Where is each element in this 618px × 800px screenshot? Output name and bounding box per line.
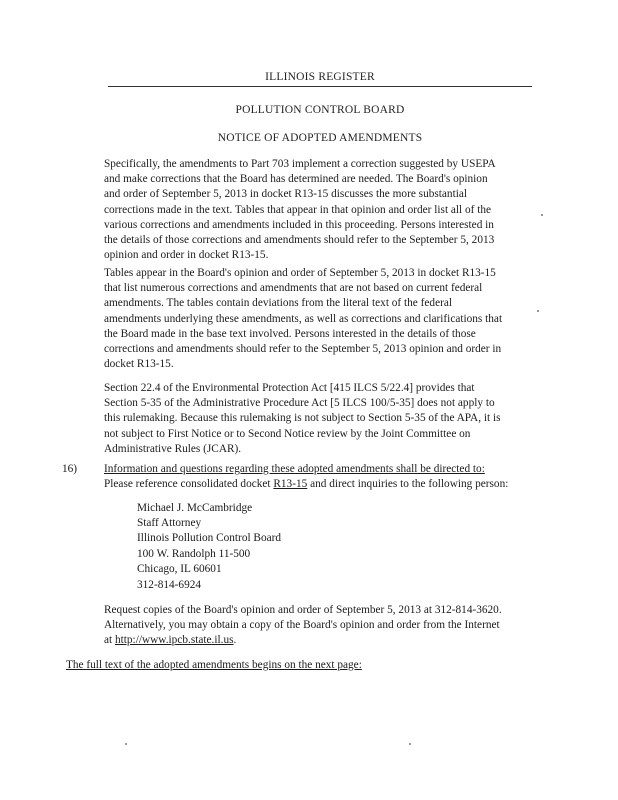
text-line: amendments. The tables contain deviations from the literal text of the federal xyxy=(104,297,452,310)
text-line: this rulemaking. Because this rulemaking is not subject to Section 5-35 of the APA, it is xyxy=(104,412,501,425)
header-rule xyxy=(108,86,532,87)
paragraph-specifically xyxy=(104,157,536,263)
scan-speck xyxy=(409,743,411,745)
contact-city: Chicago, IL 60601 xyxy=(137,562,222,575)
text-line: that list numerous corrections and amendments that are not based on current federal xyxy=(104,282,483,295)
scan-speck xyxy=(541,214,543,216)
contact-street: 100 W. Randolph 11-500 xyxy=(137,547,251,560)
text-line: docket R13-15. xyxy=(104,358,174,371)
text-line: not subject to First Notice or to Second Notice review by the Joint Committee on xyxy=(104,427,471,440)
notice-title: NOTICE OF ADOPTED AMENDMENTS xyxy=(217,132,423,144)
reference-text: Please reference consolidated docket xyxy=(104,478,274,491)
register-title: ILLINOIS REGISTER xyxy=(265,71,375,83)
text-line: Section 5-35 of the Administrative Procedure Act [5 ILCS 100/5-35] does not apply to xyxy=(104,397,495,410)
url-period: . xyxy=(233,634,237,647)
item-16-heading: Information and questions regarding these adopted amendments shall be directed to: xyxy=(104,463,485,475)
text-line: amendments underlying these amendments, as well as corrections and clarifications that xyxy=(104,312,503,325)
text-line: Section 22.4 of the Environmental Protection Act [415 ILCS 5/22.4] provides that xyxy=(104,382,475,394)
text-line: various corrections and amendments included in this proceeding. Persons interested in xyxy=(104,218,494,231)
text-line: Administrative Rules (JCAR). xyxy=(104,442,242,455)
text-line: Tables appear in the Board's opinion and order of September 5, 2013 in docket R13-15 xyxy=(104,267,496,279)
website-link[interactable]: http://www.ipcb.state.il.us xyxy=(114,634,234,647)
contact-name: Michael J. McCambridge xyxy=(137,502,253,514)
text-line: corrections and amendments should refer to the September 5, 2013 opinion and order in xyxy=(104,343,502,356)
text-line: Request copies of the Board's opinion and order of September 5, 2013 at 312-814-3620. xyxy=(104,604,502,616)
contact-organization: Illinois Pollution Control Board xyxy=(137,532,282,545)
text-line: Alternatively, you may obtain a copy of the Board's opinion and order from the Internet xyxy=(104,619,500,632)
contact-title: Staff Attorney xyxy=(137,517,202,530)
request-copies-paragraph xyxy=(104,603,536,649)
paragraph-section-22-4 xyxy=(104,381,536,457)
at-text: at xyxy=(104,634,115,647)
closing-line: The full text of the adopted amendments begins on the next page: xyxy=(66,659,362,671)
text-line: corrections made in the text. Tables that appear in that opinion and order list all of the xyxy=(104,203,492,216)
item-number: 16) xyxy=(62,463,78,475)
text-line: and order of September 5, 2013 in docket R13-15 discusses the more substantial xyxy=(104,188,467,201)
docket-number: R13-15 xyxy=(273,478,308,491)
board-title: POLLUTION CONTROL BOARD xyxy=(235,104,405,116)
contact-address xyxy=(137,501,281,577)
item-16-text xyxy=(104,462,536,492)
text-line: opinion and order in docket R13-15. xyxy=(104,249,269,262)
paragraph-tables xyxy=(104,266,536,372)
url-line xyxy=(104,633,536,648)
scan-speck xyxy=(125,743,127,745)
text-line: the Board made in the base text involved. Persons interested in the details of those xyxy=(104,327,476,340)
reference-text-end: and direct inquiries to the following person: xyxy=(307,478,509,491)
contact-phone: 312-814-6924 xyxy=(137,579,202,591)
item-16-reference-line xyxy=(104,477,536,492)
text-line: Specifically, the amendments to Part 703 implement a correction suggested by USEPA xyxy=(104,158,496,170)
text-line: the details of those corrections and amendments should refer to the September 5, 2013 xyxy=(104,234,495,247)
scan-speck xyxy=(537,310,539,312)
text-line: and make corrections that the Board has determined are needed. The Board's opinion xyxy=(104,173,488,186)
